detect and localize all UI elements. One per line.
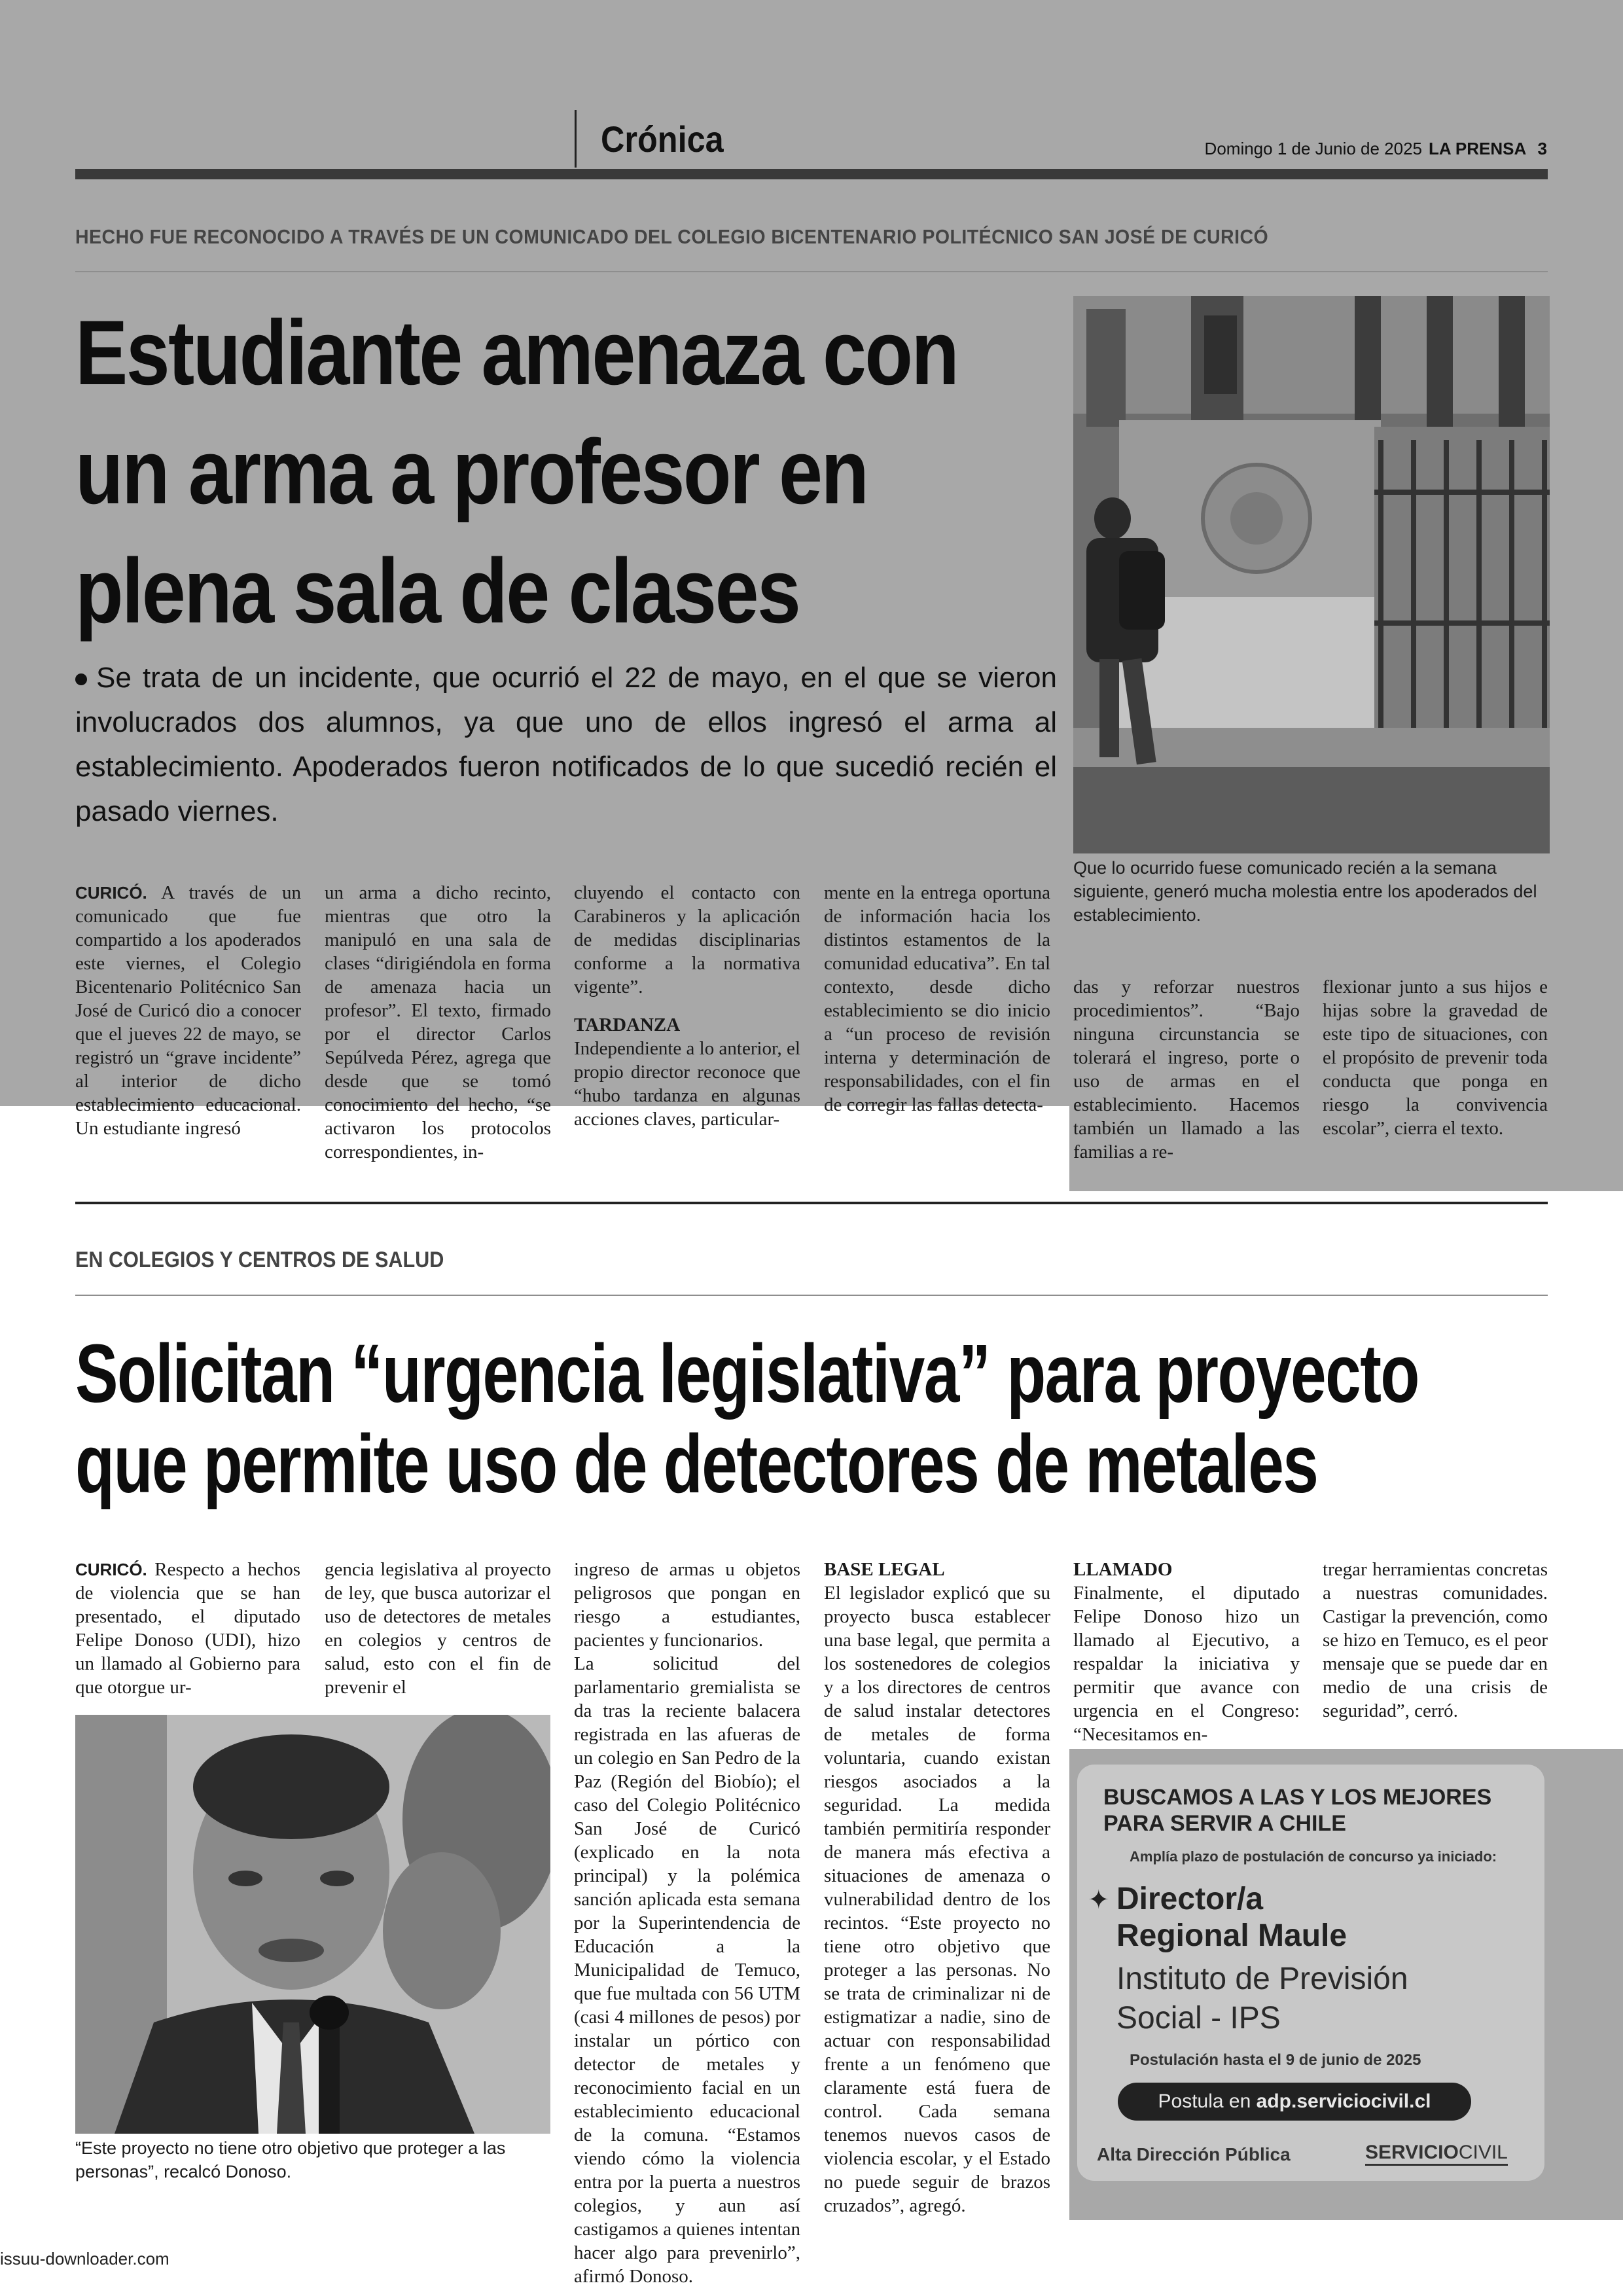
column-text: ingreso de armas u objetos peligrosos que pongan en riesgo a estudiantes, pacientes y funcionarios. <box>574 1559 800 1651</box>
paper-name: LA PRENSA <box>1429 139 1527 158</box>
column-text: Respecto a hechos de violencia que se han presentado, el diputado Felipe Donoso (UDI), hizo un llamado al Gobierno para que otorgue ur- <box>75 1559 301 1698</box>
headline-line: Estudiante amenaza con <box>75 301 958 404</box>
servicio-civil-logo <box>1365 2142 1508 2166</box>
article1-column-6: flexionar junto a sus hijos e hijas sobre la gravedad de este tipo de situaciones, con el propósito de prevenir toda conducta que ponga en riesgo la convivencia escolar”, cierra el texto. <box>1323 977 1548 1139</box>
headline-line: plena sala de clases <box>75 539 800 642</box>
apply-link-button[interactable] <box>1118 2083 1471 2121</box>
article2-column-3 <box>574 1558 800 2288</box>
column-text: Finalmente, el diputado Felipe Donoso hizo un llamado al Ejecutivo, a respaldar la iniciativa y permitir que avance con urgencia en el Congreso: “Necesitamos en- <box>1073 1583 1300 1745</box>
header-divider <box>575 110 577 168</box>
article2-column-6: tregar herramientas concretas a nuestras comunidades. Castigar la prevención, como se hizo en Temuco, es el peor mensaje que se puede dar en medio de una crisis de seguridad”, cerró. <box>1323 1559 1548 1721</box>
article2-column-4 <box>824 1558 1050 2217</box>
star-icon: ✦ <box>1088 1885 1110 1915</box>
header-dateline <box>1205 139 1547 159</box>
kicker-rule <box>75 1295 1548 1296</box>
page-number: 3 <box>1537 139 1547 158</box>
issue-date: Domingo 1 de Junio de 2025 <box>1204 139 1423 158</box>
column-text: La solicitud del parlamentario gremialista se da tras la reciente balacera registrada en las afueras de un colegio en San Pedro de la Paz (Región del Biobío); el caso del Colegio Politécnico San José de Curicó (explicado en la nota principal) y la polémica sanción aplicada esta semana por la Superintendencia de Educación a la Municipalidad de Temuco, que fue multada con 56 UTM (casi 4 millones de pesos) por instalar un pórtico con detector de metales y reconocimiento facial en un establecimiento educacional de la comuna. “Estamos viendo cómo la violencia entra por la puerta a nuestros colegios, y aun así castigamos a quienes intentan hacer algo para prevenirlo”, afirmó Donoso. <box>574 1653 800 2287</box>
ad-role-line: Director/a <box>1116 1882 1264 1916</box>
bullet-icon <box>75 673 87 685</box>
article2-column-2: gencia legislativa al proyecto de ley, que busca autorizar el uso de detectores de metales en colegios y centros de salud, esto con el fin de prevenir el <box>325 1559 551 1698</box>
article2-dateline: CURICÓ. <box>75 1560 147 1579</box>
lead-text: Se trata de un incidente, que ocurrió el 22 de mayo, en el que se vieron involucrados dos alumnos, ya que uno de ellos ingresó el arma al establecimiento. Apoderados fueron notificados de lo que sucedió recién el pasado viernes. <box>75 662 1057 827</box>
ad-headline: BUSCAMOS A LAS Y LOS MEJORES PARA SERVIR A CHILE <box>1103 1785 1492 1836</box>
article1-column-4: mente en la entrega oportuna de información hacia los distintos estamentos de la comunidad educativa”. En tal contexto, desde dicho establecimiento se dio inicio a “un proceso de revisión interna y determinación de responsabilidades, con el fin de corregir las fallas detecta- <box>824 882 1050 1115</box>
ad-organization <box>1116 1960 1408 2038</box>
article1-lead <box>75 656 1057 834</box>
logo-part: CIVIL <box>1458 2142 1508 2163</box>
article2-subhead-base-legal: BASE LEGAL <box>824 1559 945 1580</box>
article2-column-5 <box>1073 1558 1300 1746</box>
article2-subhead-llamado: LLAMADO <box>1073 1559 1173 1580</box>
article2-photo-caption: “Este proyecto no tiene otro objetivo que proteger a las personas”, recalcó Donoso. <box>75 2138 506 2181</box>
deputy-portrait-photo <box>75 1715 550 2134</box>
article1-column-5: das y reforzar nuestros procedimientos”. “Bajo ninguna circunstancia se tolerará el ingreso, porte o uso de armas en el establecimiento. Hacemos también un llamado a las familias a re- <box>1073 977 1300 1162</box>
article1-subhead: TARDANZA <box>574 1014 681 1035</box>
article2-kicker: EN COLEGIOS Y CENTROS DE SALUD <box>75 1247 444 1272</box>
ad-role <box>1116 1881 1347 1954</box>
article1-column-2: un arma a dicho recinto, mientras que otro la manipuló en una sala de clases “dirigiéndola en forma de amenaza hacia un profesor”. El texto, firmado por el director Carlos Sepúlveda Pérez, agrega que desde que se tomó conocimiento del hecho, “se activaron los protocolos correspondientes, in- <box>325 882 551 1162</box>
job-advertisement <box>1077 1765 1544 2181</box>
watermark: issuu-downloader.com <box>0 2249 169 2269</box>
ad-role-line: Regional Maule <box>1116 1918 1347 1953</box>
cta-url: adp.serviciocivil.cl <box>1256 2090 1431 2112</box>
ad-org-line: Instituto de Previsión <box>1116 1962 1408 1996</box>
article1-kicker: HECHO FUE RECONOCIDO A TRAVÉS DE UN COMUNICADO DEL COLEGIO BICENTENARIO POLITÉCNICO SAN JOSÉ DE CURICÓ <box>75 225 1269 248</box>
article1-headline <box>75 293 1066 651</box>
kicker-rule <box>75 271 1548 272</box>
column-text: cluyendo el contacto con Carabineros y la aplicación de medidas disciplinarias conforme a la normativa vigente”. <box>574 882 800 997</box>
article1-column-1 <box>75 881 301 1140</box>
section-title: Crónica <box>601 118 724 160</box>
headline-line: un arma a profesor en <box>75 420 868 523</box>
article2-column-1 <box>75 1558 300 1699</box>
ad-footer-left: Alta Dirección Pública <box>1097 2144 1291 2164</box>
article2-headline <box>75 1329 1545 1509</box>
article-separator <box>75 1202 1548 1204</box>
logo-part: SERVICIO <box>1365 2142 1459 2163</box>
article1-dateline: CURICÓ. <box>75 883 147 903</box>
header-rule <box>75 169 1548 179</box>
column-text: El legislador explicó que su proyecto busca establecer una base legal, que permita a los sostenedores de colegios y a los directores de centros de salud instalar detectores de metales de forma voluntaria, cuando existan riesgos asociados a la seguridad. La medida también permitiría responder de manera más efectiva a situaciones de amenaza o vulnerabilidad dentro de los recintos. “Este proyecto no tiene otro objetivo que proteger a las personas. No se trata de criminalizar ni de estigmatizar a nadie, sino de actuar con responsabilidad frente a un fenómeno que claramente está fuera de control. Cada semana tenemos nuevos casos de violencia escolar, y el Estado no puede seguir de brazos cruzados”, agregó. <box>824 1583 1050 2216</box>
article1-photo-caption: Que lo ocurrido fuese comunicado recién a la semana siguiente, generó mucha molestia entre los apoderados del establecimiento. <box>1073 858 1537 925</box>
column-text: A través de un comunicado que fue compartido a los apoderados este viernes, el Colegio Bicentenario Politécnico San José de Curicó dio a conocer que el jueves 22 de mayo, se registró un “grave incidente” al interior de dicho establecimiento educacional. Un estudiante ingresó <box>75 882 301 1139</box>
headline-line: Solicitan “urgencia legislativa” para proyecto <box>75 1327 1419 1420</box>
ad-subline: Amplía plazo de postulación de concurso ya iniciado: <box>1130 1848 1497 1865</box>
column-text: Independiente a lo anterior, el propio director reconoce que “hubo tardanza en algunas acciones claves, particular- <box>574 1038 800 1130</box>
ad-org-line: Social - IPS <box>1116 2001 1281 2036</box>
cta-prefix: Postula en <box>1158 2090 1251 2112</box>
ad-deadline: Postulación hasta el 9 de junio de 2025 <box>1130 2051 1421 2069</box>
article1-column-3 <box>574 881 800 1131</box>
school-entrance-photo <box>1073 296 1550 853</box>
headline-line: que permite uso de detectores de metales <box>75 1418 1318 1510</box>
